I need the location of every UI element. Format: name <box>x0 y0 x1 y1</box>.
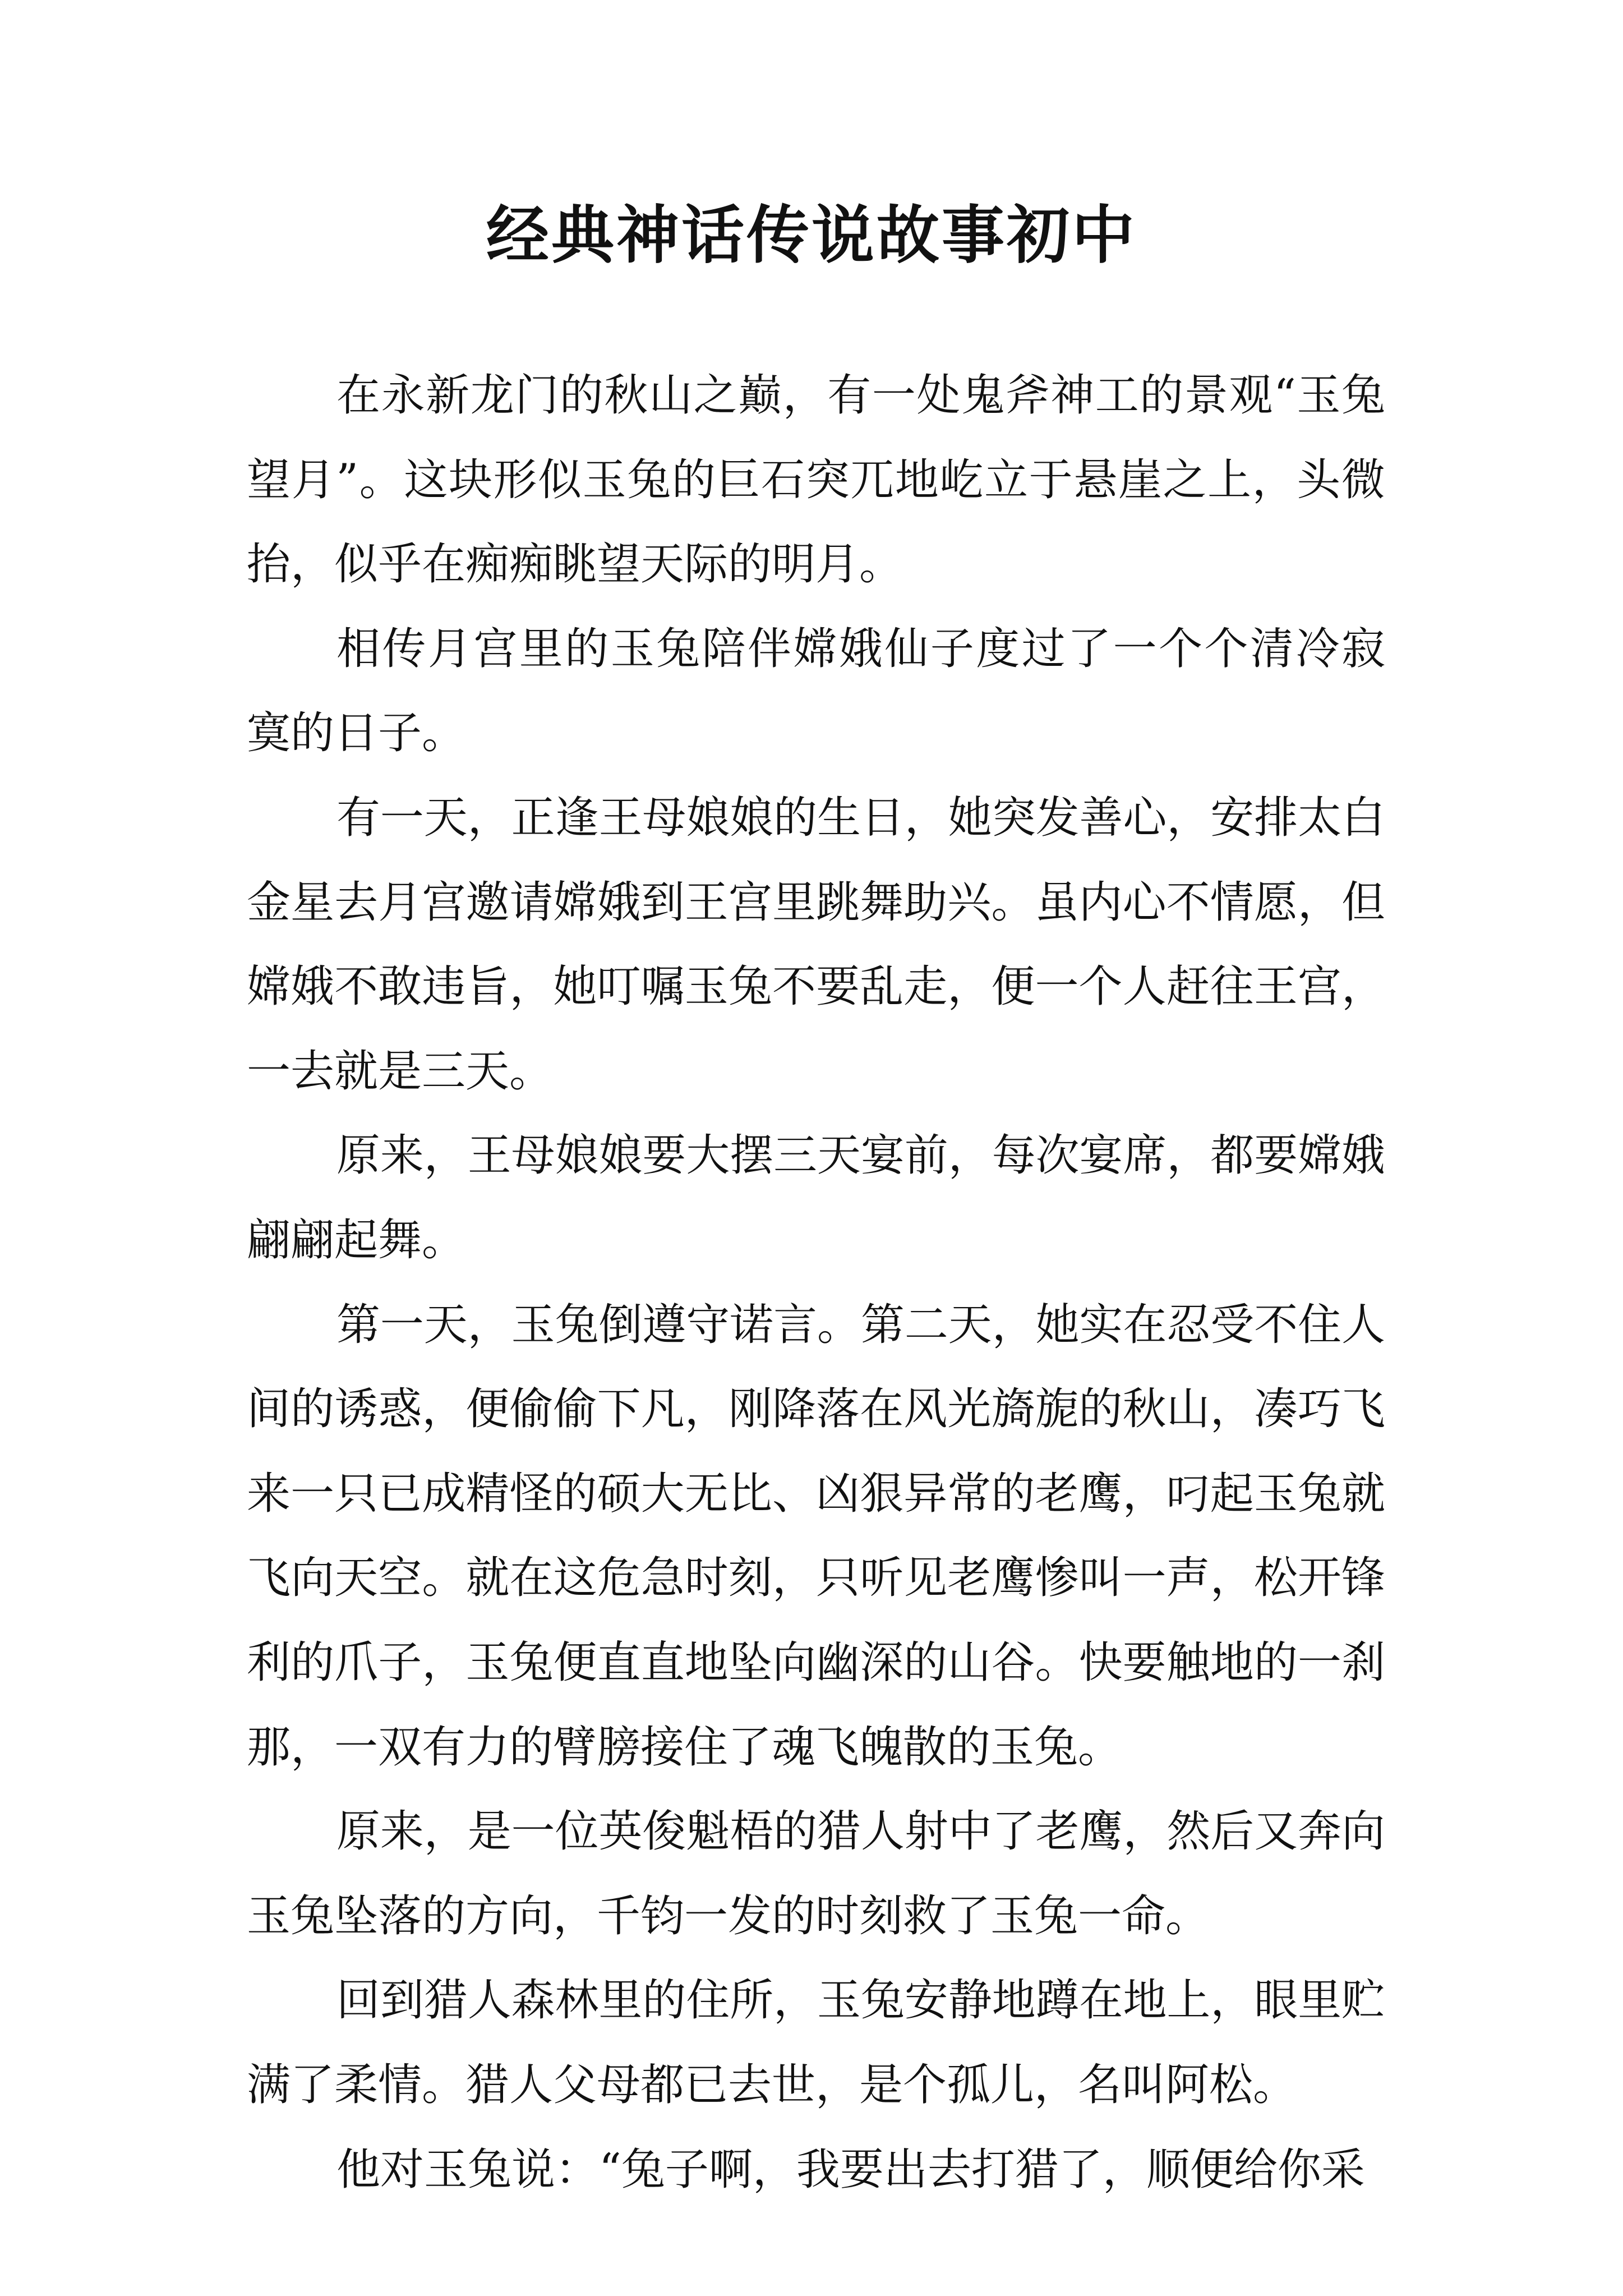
document-title: 经典神话传说故事初中 <box>486 199 1137 272</box>
paragraph-line: 寞的日子。 <box>247 708 466 758</box>
paragraph-line: 抬，似乎在痴痴眺望天际的明月。 <box>247 539 903 590</box>
paragraph-line: 间的诱惑，便偷偷下凡，刚降落在风光旖旎的秋山，凑巧飞 <box>247 1384 1386 1434</box>
paragraph-first-line: 相传月宫里的玉兔陪伴嫦娥仙子度过了一个个清冷寂 <box>336 624 1387 674</box>
paragraph-first-line: 在永新龙门的秋山之巅，有一处鬼斧神工的景观“玉兔 <box>336 370 1386 421</box>
paragraph-line: 利的爪子，玉兔便直直地坠向幽深的山谷。快要触地的一刹 <box>247 1637 1386 1688</box>
paragraph-line: 满了柔情。猎人父母都已去世，是个孤儿，名叫阿松。 <box>247 2060 1297 2110</box>
paragraph-line: 望月”。这块形似玉兔的巨石突兀地屹立于悬崖之上，头微 <box>247 455 1386 505</box>
paragraph-line: 那，一双有力的臂膀接住了魂飞魄散的玉兔。 <box>247 1722 1122 1773</box>
paragraph-first-line: 原来，是一位英俊魁梧的猎人射中了老鹰，然后又奔向 <box>336 1806 1385 1857</box>
paragraph-line: 来一只已成精怪的硕大无比、凶狠异常的老鹰，叼起玉兔就 <box>247 1469 1386 1519</box>
paragraph-line: 翩翩起舞。 <box>247 1215 466 1266</box>
paragraph-line: 金星去月宫邀请嫦娥到王宫里跳舞助兴。虽内心不情愿，但 <box>247 877 1386 928</box>
paragraph-first-line: 他对玉兔说：“兔子啊，我要出去打猎了，顺便给你采 <box>336 2145 1365 2195</box>
paragraph-line: 飞向天空。就在这危急时刻，只听见老鹰惨叫一声，松开锋 <box>247 1553 1386 1603</box>
paragraph-first-line: 原来，王母娘娘要大摆三天宴前，每次宴席，都要嫦娥 <box>336 1130 1385 1181</box>
paragraph-first-line: 有一天，正逢王母娘娘的生日，她突发善心，安排太白 <box>336 793 1385 843</box>
paragraph-line: 玉兔坠落的方向，千钧一发的时刻救了玉兔一命。 <box>247 1891 1210 1941</box>
paragraph-first-line: 第一天，玉兔倒遵守诺言。第二天，她实在忍受不住人 <box>336 1300 1385 1350</box>
paragraph-line: 一去就是三天。 <box>247 1046 554 1097</box>
paragraph-line: 嫦娥不敢违旨，她叮嘱玉兔不要乱走，便一个人赶往王宫， <box>247 961 1386 1012</box>
paragraph-first-line: 回到猎人森林里的住所，玉兔安静地蹲在地上，眼里贮 <box>336 1975 1385 2026</box>
